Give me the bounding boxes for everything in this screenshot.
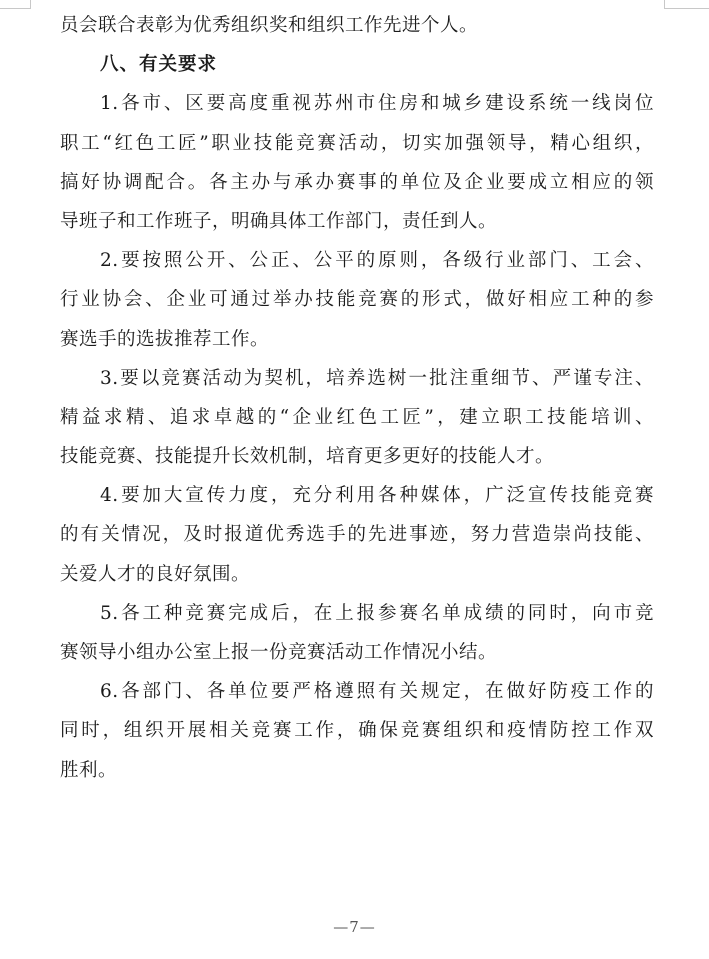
text-line: 员会联合表彰为优秀组织奖和组织工作先进个人。 <box>60 15 479 36</box>
paragraph-first-line: 1.各市、区要高度重视苏州市住房和城乡建设系统一线岗位 <box>100 93 654 115</box>
page-number: —7— <box>333 918 376 936</box>
text-line: 行业协会、企业可通过举办技能竞赛的形式，做好相应工种的参 <box>60 289 654 311</box>
paragraph-first-line: 3.要以竞赛活动为契机，培养选树一批注重细节、严谨专注、 <box>100 367 654 389</box>
paragraph-first-line: 6.各部门、各单位要严格遵照有关规定，在做好防疫工作的 <box>100 681 654 703</box>
text-line: 的有关情况，及时报道优秀选手的先进事迹，努力营造崇尚技能、 <box>60 524 654 546</box>
text-line: 胜利。 <box>60 759 118 781</box>
page-corner-mark-left <box>0 0 31 9</box>
document-body <box>60 6 654 790</box>
text-line: 赛选手的选拔推荐工作。 <box>60 328 270 350</box>
text-line: 赛领导小组办公室上报一份竞赛活动工作情况小结。 <box>60 642 498 663</box>
section-heading: 八、有关要求 <box>100 54 218 76</box>
text-line: 职工“红色工匠”职业技能竞赛活动，切实加强领导，精心组织， <box>60 132 654 154</box>
text-line: 搞好协调配合。各主办与承办赛事的单位及企业要成立相应的领 <box>60 171 654 193</box>
text-line: 同时，组织开展相关竞赛工作，确保竞赛组织和疫情防控工作双 <box>60 720 654 742</box>
paragraph-first-line: 4.要加大宣传力度，充分利用各种媒体，广泛宣传技能竞赛 <box>100 485 654 507</box>
text-line: 导班子和工作班子，明确具体工作部门，责任到人。 <box>60 210 498 232</box>
text-line: 精益求精、追求卓越的“企业红色工匠”，建立职工技能培训、 <box>60 406 654 428</box>
page-corner-mark-right <box>664 0 709 9</box>
paragraph-first-line: 2.要按照公开、公正、公平的原则，各级行业部门、工会、 <box>100 250 654 272</box>
text-line: 关爱人才的良好氛围。 <box>60 563 251 585</box>
paragraph-first-line: 5.各工种竞赛完成后，在上报参赛名单成绩的同时，向市竞 <box>100 602 654 624</box>
text-line: 技能竞赛、技能提升长效机制，培育更多更好的技能人才。 <box>60 446 555 468</box>
